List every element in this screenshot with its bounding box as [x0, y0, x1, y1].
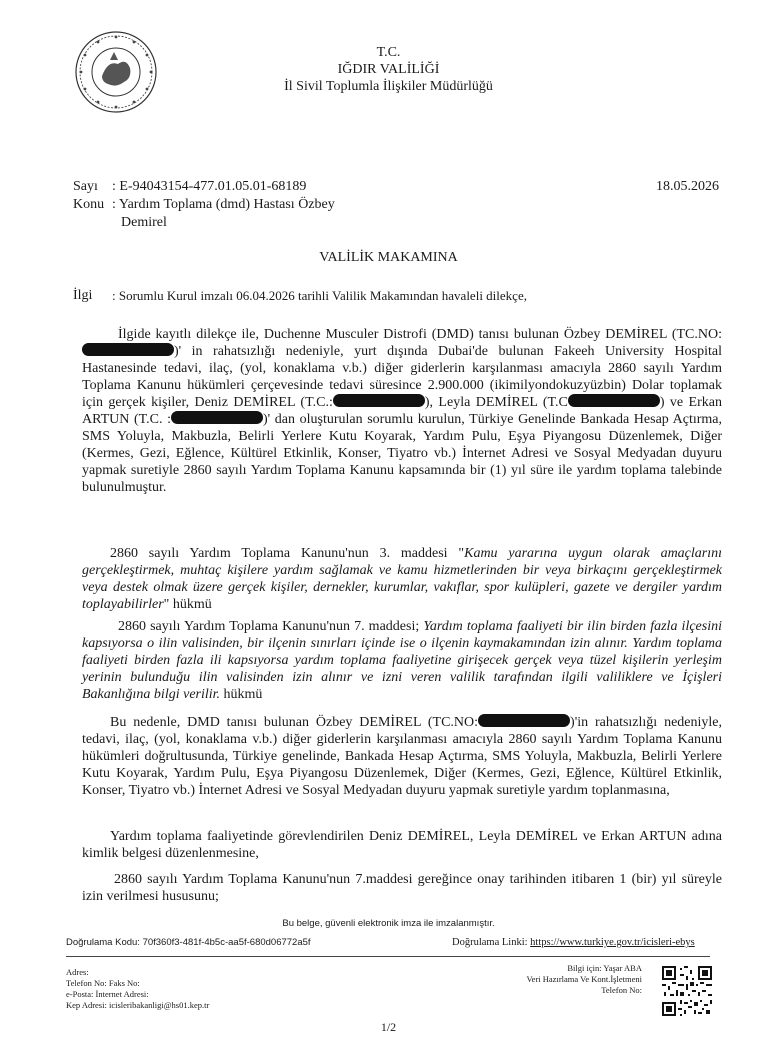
p1-text-a: İlgide kayıtlı dilekçe ile, Duchenne Musculer Distrofi (DMD) tanısı bulunan Özbey DEMİREL (TC.NO:	[118, 327, 722, 342]
p2-text-a: 2860 sayılı Yardım Toplama Kanunu'nun 3. maddesi "	[110, 546, 465, 561]
p3-quote: Yardım toplama faaliyeti bir ilin birden fazla ilçesini kapsıyorsa o ilin valisinden, bir ilçenin sınırları içinde ise o ilçenin kaymakamından izin alınır. Yardım toplama faaliyeti birden fazla ili kapsıyorsa yardım toplama faaliyetine girişecek gerçek veya tüzel kişilerin yerleşim yerinin bulunduğu ilin valisinden izin alınır ve izni veren valilik tarafından ilgili valiliklere ve İçişleri Bakanlığına bilgi verilir.	[82, 619, 722, 702]
p3-text-a: 2860 sayılı Yardım Toplama Kanunu'nun 7. maddesi;	[118, 619, 424, 634]
footer-phone-fax: Telefon No: Faks No:	[66, 978, 140, 988]
paragraph-3	[82, 618, 722, 703]
footer-email-web: e-Posta: İnternet Adresi:	[66, 989, 149, 999]
footer-info	[470, 963, 642, 996]
page-number: 1/2	[380, 1020, 397, 1034]
paragraph-4	[82, 714, 722, 799]
redaction-bar	[333, 394, 425, 407]
p6-text: 2860 sayılı Yardım Toplama Kanunu'nun 7.maddesi gereğince onay tarihinden itibaren 1 (bir) yıl süreyle izin verilmesi hususunu;	[82, 872, 722, 904]
verification-link[interactable]: https://www.turkiye.gov.tr/icisleri-ebys	[530, 937, 695, 948]
footer-address: Adres:	[66, 967, 89, 977]
footer-kep: Kep Adresi: icisleribakanligi@hs01.kep.tr	[66, 1000, 210, 1010]
sayi-label: Sayı	[73, 179, 98, 194]
konu-label: Konu	[73, 197, 105, 212]
verification-link-label: Doğrulama Linki:	[452, 937, 531, 948]
redaction-bar	[171, 411, 263, 424]
qr-code-icon	[662, 966, 712, 1016]
p1-text-c: ), Leyla DEMİREL (T.C	[424, 395, 568, 410]
verification-link-row	[452, 937, 695, 948]
sayi-value: : E-94043154-477.01.05.01-68189	[112, 179, 307, 194]
header-tc: T.C.	[376, 45, 401, 60]
verification-code: Doğrulama Kodu: 70f360f3-481f-4b5c-aa5f-680d06772a5f	[66, 937, 311, 948]
p1-text-e: )' dan oluşturulan sorumlu kurulun, Türkiye Genelinde Bankada Hesap Açtırma, SMS Yoluyla, Makbuzla, Belirli Yerlere Kutu Koyarak, Yardım Pulu, Eşya Piyangosu Düzenlemek, Diğer (Kermes, Gezi, Eğlence, Kültürel Etkinlik, Konser, Tiyatro vb.) İnternet Adresi ve Sosyal Medyadan duyuru yapmak suretiyle 2860 sayılı Yardım Toplama Kanunu kapsamında bir (1) yıl süre ile yardım toplama talebinde bulunulmuştur.	[82, 412, 722, 495]
p4-text-a: Bu nedenle, DMD tanısı bulunan Özbey DEMİREL (TC.NO:	[110, 715, 479, 730]
recipient: VALİLİK MAKAMINA	[319, 250, 458, 265]
footer-contact-title: Veri Hazırlama Ve Kont.İşletmeni	[526, 974, 642, 984]
footer-contact-phone: Telefon No:	[601, 985, 642, 995]
redaction-bar	[82, 343, 174, 356]
esign-note: Bu belge, güvenli elektronik imza ile imzalanmıştır.	[282, 918, 495, 929]
paragraph-6	[82, 871, 722, 905]
p1-text-d: ) ve Erkan ARTUN (T.C. :	[82, 395, 722, 427]
konu-value-cont: Demirel	[121, 215, 167, 230]
footer-divider	[66, 956, 710, 957]
konu-value: : Yardım Toplama (dmd) Hastası Özbey	[112, 197, 335, 212]
p2-text-c: " hükmü	[163, 597, 212, 612]
p5-text: Yardım toplama faaliyetinde görevlendirilen Deniz DEMİREL, Leyla DEMİREL ve Erkan ARTUN adına kimlik belgesi düzenlenmesine,	[82, 829, 722, 861]
footer-contact-person: Bilgi için: Yaşar ABA	[567, 963, 642, 973]
ilgi-label: İlgi	[73, 288, 93, 303]
ilgi-text: : Sorumlu Kurul imzalı 06.04.2026 tarihli Valilik Makamından havaleli dilekçe,	[112, 288, 527, 303]
redaction-bar	[478, 714, 570, 727]
footer-contact	[66, 967, 209, 1011]
paragraph-2	[82, 545, 722, 613]
paragraph-1	[82, 326, 722, 496]
p1-text-b: )' in rahatsızlığı nedeniyle, yurt dışında Dubai'de bulunan Fakeeh University Hospital Hastanesinde tedavi, ilaç, (yol, konaklama v.b.) diğer giderlerin karşılanması amacıyla 2860 sayılı Yardım Toplama Kanunu hükümleri çerçevesinde tedavi süresince 2.900.000 (ikimilyondokuzyüzbin) Dolar toplamak için gerçek kişiler, Deniz DEMİREL (T.C.:	[82, 344, 722, 410]
header-department: İl Sivil Toplumla İlişkiler Müdürlüğü	[284, 79, 493, 94]
p2-quote: Kamu yararına uygun olarak amaçlarını gerçekleştirmek, muhtaç kişilere yardım sağlamak ve kamu hizmetlerinden bir veya birkaçını gerçekleştirmek veya destek olmak üzere gerçek kişiler, dernekler, kurumlar, vakıflar, spor kulüpleri, gazete ve dergiler yardım toplayabilirler	[82, 546, 723, 612]
redaction-bar	[568, 394, 660, 407]
paragraph-5	[82, 828, 722, 862]
header-institution: IĞDIR VALİLİĞİ	[337, 62, 440, 77]
p4-text-b: )'in rahatsızlığı nedeniyle, tedavi, ilaç, (yol, konaklama v.b.) diğer giderlerin karşılanması amacıyla 2860 sayılı Yardım Toplama Kanunu hükümleri doğrultusunda, Türkiye genelinde, Bankada Hesap Açtırma, SMS Yoluyla, Makbuzla, Belirli Yerlere Kutu Koyarak, Yardım Pulu, Eşya Piyangosu Düzenlemek, Diğer (Kermes, Gezi, Eğlence, Kültürel Etkinlik, Konser, Tiyatro vb.) İnternet Adresi ve Sosyal Medyadan duyuru yapmak suretiyle yardım toplanmasına,	[82, 715, 722, 798]
p3-text-c: hükmü	[220, 687, 263, 702]
document-date: 18.05.2026	[656, 179, 719, 194]
